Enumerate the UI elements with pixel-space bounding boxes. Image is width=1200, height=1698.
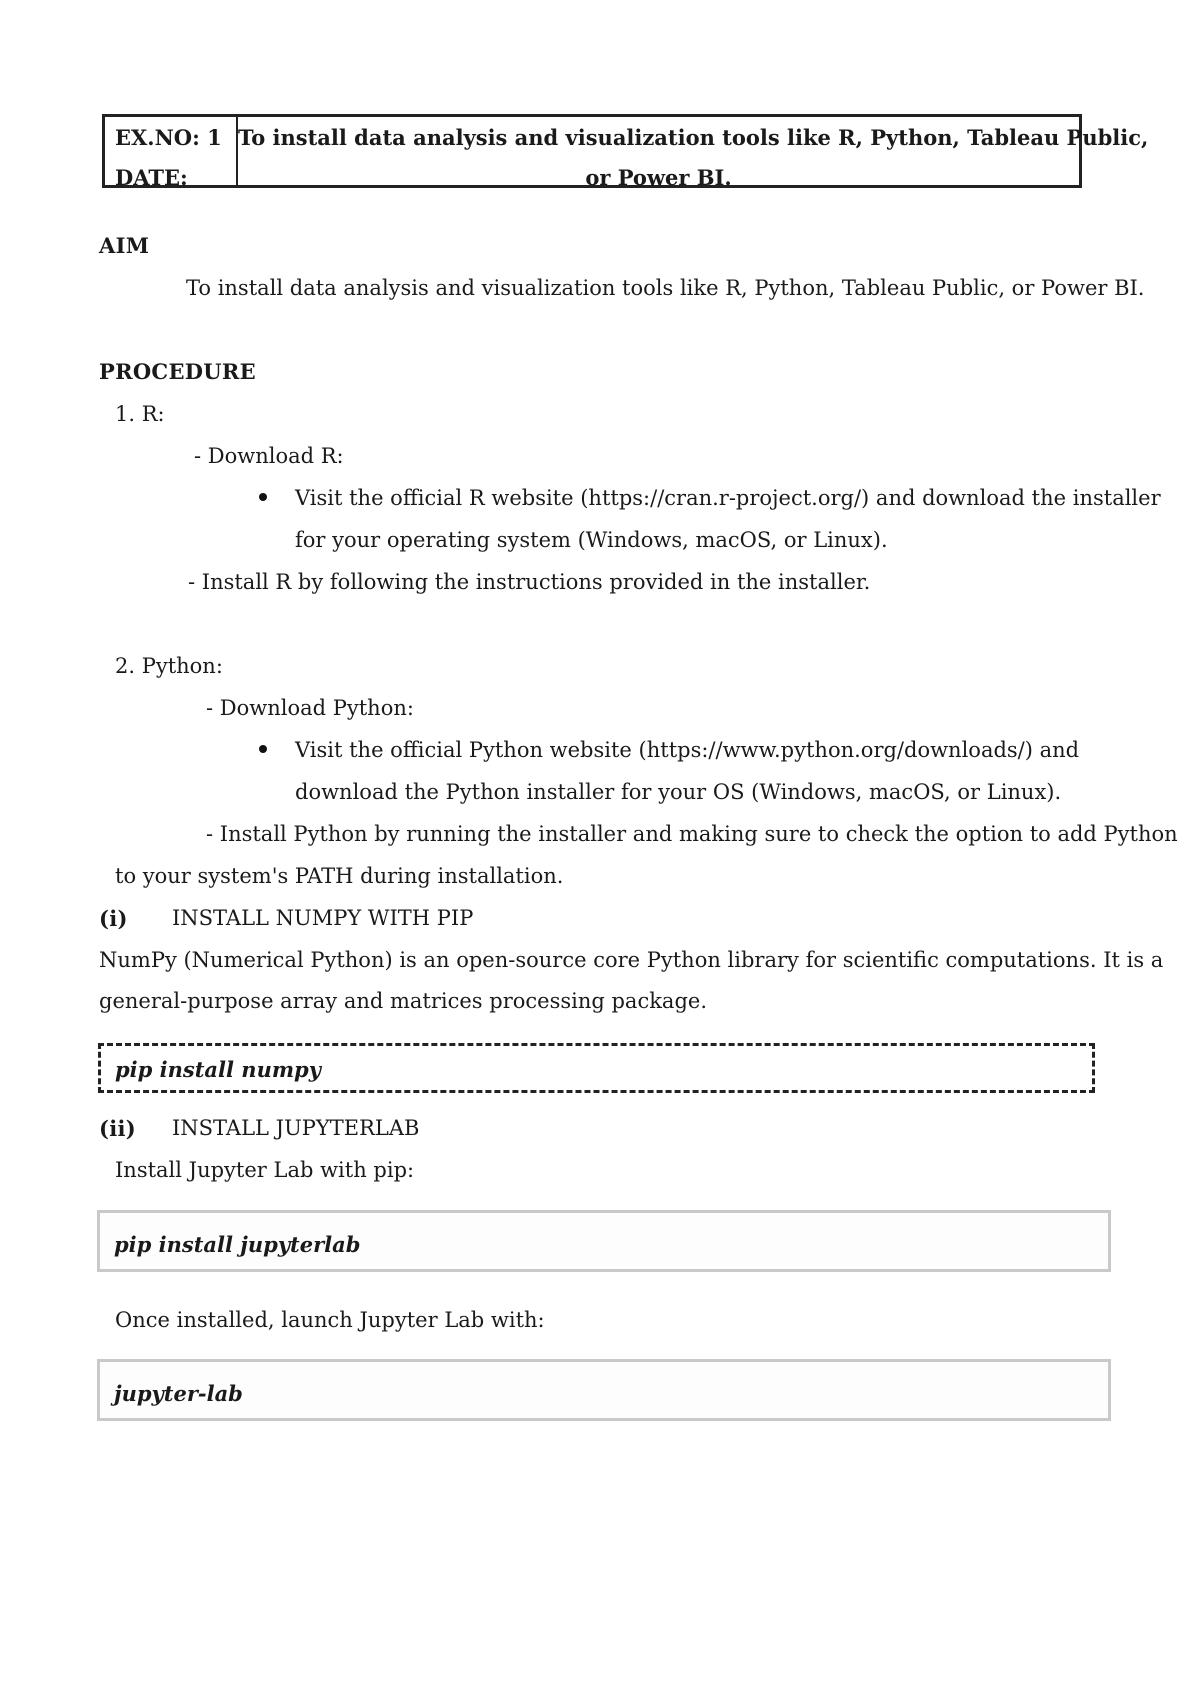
python-bullet-line1: Visit the official Python website (https://www.python.org/downloads/) and	[295, 738, 1080, 762]
r-step-title: 1. R:	[115, 402, 165, 426]
numpy-marker: (i)	[99, 906, 128, 931]
aim-text: To install data analysis and visualization tools like R, Python, Tableau Public, or Power BI.	[186, 276, 1145, 300]
python-step-title: 2. Python:	[115, 654, 223, 678]
jupyter-install-code-box	[97, 1210, 1111, 1272]
python-download-label: - Download Python:	[206, 696, 414, 720]
python-install-line1: - Install Python by running the installer and making sure to check the option to add Python	[206, 822, 1178, 846]
jupyter-intro: Install Jupyter Lab with pip:	[115, 1158, 415, 1182]
aim-heading: AIM	[99, 233, 150, 258]
numpy-desc-line1: NumPy (Numerical Python) is an open-source core Python library for scientific computations. It is a	[99, 948, 1164, 972]
jupyter-heading: INSTALL JUPYTERLAB	[172, 1116, 420, 1140]
python-install-line2: to your system's PATH during installation.	[115, 864, 564, 888]
r-download-label: - Download R:	[194, 444, 344, 468]
numpy-heading: INSTALL NUMPY WITH PIP	[172, 906, 474, 930]
r-install-text: - Install R by following the instructions provided in the installer.	[188, 570, 871, 594]
jupyter-marker: (ii)	[99, 1116, 137, 1141]
numpy-code-box	[98, 1043, 1095, 1093]
header-title-line2: or Power BI.	[585, 165, 732, 190]
jupyter-launch-command: jupyter-lab	[114, 1381, 243, 1406]
python-bullet-line2: download the Python installer for your OS (Windows, macOS, or Linux).	[295, 780, 1062, 804]
numpy-command: pip install numpy	[115, 1057, 321, 1082]
jupyter-launch-intro: Once installed, launch Jupyter Lab with:	[115, 1308, 545, 1332]
bullet-icon	[259, 493, 267, 501]
header-title-line1: To install data analysis and visualization tools like R, Python, Tableau Public,	[238, 125, 1149, 150]
procedure-heading: PROCEDURE	[99, 359, 256, 384]
numpy-desc-line2: general-purpose array and matrices processing package.	[99, 989, 707, 1013]
date-label: DATE:	[115, 165, 188, 190]
jupyter-install-command: pip install jupyterlab	[114, 1232, 361, 1257]
r-bullet-line2: for your operating system (Windows, macOS, or Linux).	[295, 528, 888, 552]
r-bullet-line1: Visit the official R website (https://cran.r-project.org/) and download the installer	[295, 486, 1161, 510]
jupyter-launch-code-box	[97, 1359, 1111, 1421]
bullet-icon	[259, 745, 267, 753]
ex-no-label: EX.NO: 1	[115, 125, 222, 150]
header-table	[102, 114, 1149, 190]
